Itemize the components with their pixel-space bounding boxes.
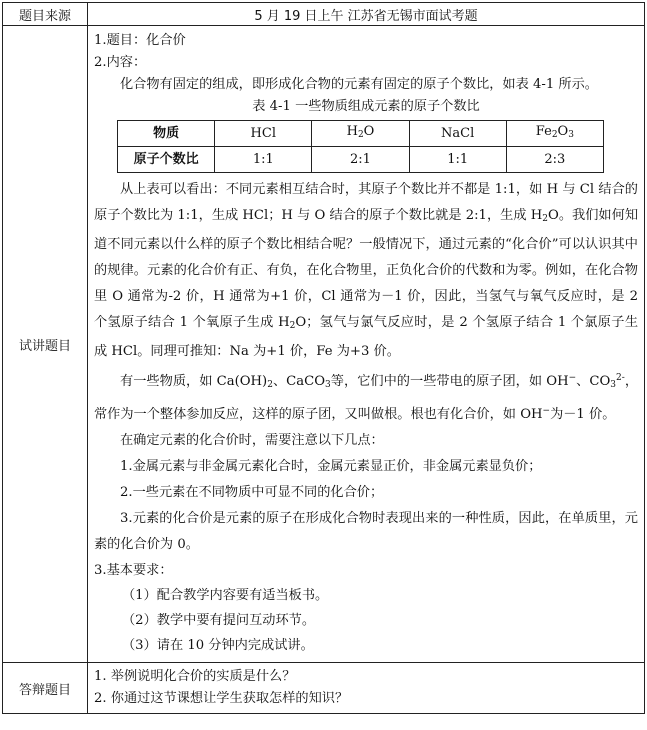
ratio-cell: 2:3 — [506, 147, 603, 173]
note-3: 3.元素的化合价是元素的原子在形成化合物时表现出来的一种性质，因此，在单质里，元素的化合价为 0。 — [94, 511, 638, 552]
note-2: 2.一些元素在不同物质中可显不同的化合价； — [120, 485, 384, 500]
exam-sheet-table — [2, 2, 645, 714]
substance-cell: HCl — [215, 121, 312, 147]
requirement-3: （3）请在 10 分钟内完成试讲。 — [122, 638, 314, 653]
paragraph-1: 从上表可以看出：不同元素相互结合时，其原子个数比并不都是 1:1，如 H 与 Cl 结合的原子个数比为 1:1，生成 HCl；H 与 O 结合的原子个数比就是 2:1，生成 $H_2O$。我们如何知道不同元素以什么样的原子个数比相结合呢？一般情况下，通过元素的“化合价”可以认识其中的规律。元素的化合价有正、有负，在化合物里，正负化合价的代数和为零。例如，在化合物里 O 通常为-2 价，H 通常为+1 价，Cl 通常为－1 价，因此，当氢气与氧气反应时，是 2 个氢原子结合 1 个氧原子生成 $H_2O$；氢气与氯气反应时，是 2 个氢原子结合 1 个氯原子生成 HCl。同理可推知：Na 为+1 价，Fe 为+3 价。 — [94, 182, 639, 359]
substance-header: 物质 — [118, 121, 215, 147]
lecture-label: 试讲题目 — [3, 26, 88, 663]
note-1: 1.金属元素与非金属元素化合时，金属元素显正价，非金属元素显负价； — [120, 459, 542, 474]
defense-questions — [88, 663, 645, 714]
ratio-cell: 2:1 — [312, 147, 409, 173]
substance-cell: NaCl — [409, 121, 506, 147]
substance-cell: $H_2O$ — [312, 121, 409, 147]
table-caption: 表 4-1 一些物质组成元素的原子个数比 — [252, 99, 480, 114]
lecture-title: 1.题目：化合价 — [94, 33, 186, 48]
lecture-content — [88, 26, 645, 663]
defense-label: 答辩题目 — [3, 663, 88, 714]
source-label: 题目来源 — [3, 3, 88, 26]
paragraph-2: 有一些物质，如 $Ca(OH)_2$、CaCO$_3$等，它们中的一些带电的原子团，如 OH−、$CO_3^{2-}$，常作为一个整体参加反应，这样的原子团，又叫做根。根也有化合价，如 OH−为－1 价。 — [94, 373, 639, 422]
ratio-cell: 1:1 — [409, 147, 506, 173]
requirements-heading: 3.基本要求： — [94, 563, 173, 578]
ratio-header: 原子个数比 — [118, 147, 215, 173]
lecture-row — [3, 26, 645, 663]
intro-text: 化合物有固定的组成，即形成化合物的元素有固定的原子个数比，如表 4-1 所示。 — [120, 77, 598, 92]
substance-cell: $Fe_2O_3$ — [506, 121, 603, 147]
substance-row — [118, 121, 604, 147]
content-heading: 2.内容： — [94, 55, 147, 70]
defense-question-1: 1. 举例说明化合价的实质是什么？ — [94, 669, 296, 684]
source-row — [3, 3, 645, 26]
paragraph-3: 在确定元素的化合价时，需要注意以下几点： — [120, 433, 384, 448]
ratio-table — [117, 120, 604, 173]
ratio-cell: 1:1 — [215, 147, 312, 173]
requirement-1: （1）配合教学内容要有适当板书。 — [122, 588, 329, 603]
source-value: 5 月 19 日上午 江苏省无锡市面试考题 — [88, 3, 645, 26]
ratio-row — [118, 147, 604, 173]
requirement-2: （2）教学中要有提问互动环节。 — [122, 613, 316, 628]
defense-question-2: 2. 你通过这节课想让学生获取怎样的知识？ — [94, 691, 349, 706]
defense-row — [3, 663, 645, 714]
